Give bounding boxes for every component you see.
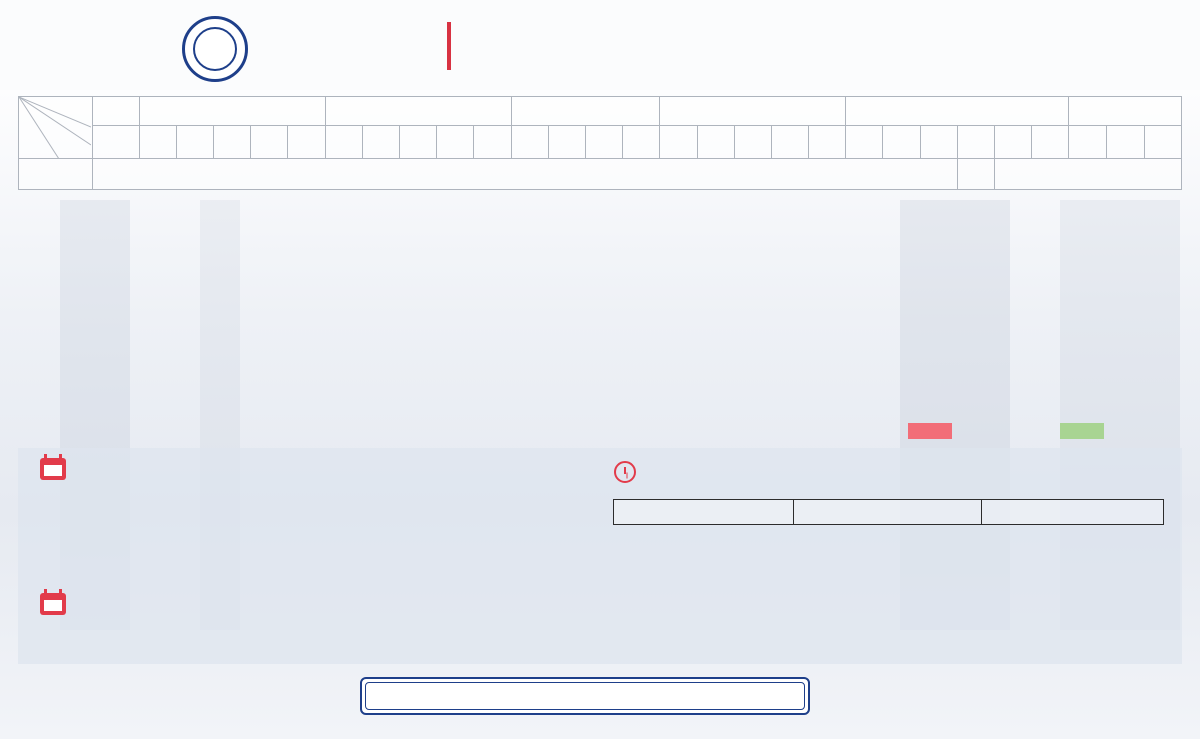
week-number xyxy=(251,126,288,159)
month-header xyxy=(846,97,1069,126)
header-divider xyxy=(447,22,451,70)
week-number xyxy=(734,126,771,159)
legend-holiday-swatch xyxy=(908,423,952,439)
week-number xyxy=(400,126,437,159)
week-spacer xyxy=(1069,126,1106,159)
schedule-header-row xyxy=(614,500,1164,525)
university-seal-logo xyxy=(182,16,248,82)
clock-icon xyxy=(614,461,636,483)
week-number xyxy=(548,126,585,159)
week-number xyxy=(362,126,399,159)
motto-banner xyxy=(360,677,810,715)
week-number xyxy=(93,126,139,159)
calendar-icon xyxy=(40,593,66,615)
progress-row xyxy=(19,159,1182,190)
week-number xyxy=(214,126,251,159)
week-number xyxy=(809,126,846,159)
corner-header-cell xyxy=(19,97,93,159)
week-number xyxy=(1032,126,1069,159)
morning-header xyxy=(614,500,794,525)
week-spacer xyxy=(846,126,883,159)
week-number xyxy=(474,126,511,159)
week-spacer xyxy=(139,126,176,159)
legend-exam-swatch xyxy=(1060,423,1104,439)
evening-header xyxy=(982,500,1164,525)
week-spacer xyxy=(288,126,325,159)
calendar-icon xyxy=(40,458,66,480)
events-panel xyxy=(18,448,1182,664)
week-number xyxy=(697,126,734,159)
vacation-period xyxy=(994,159,1181,190)
month-header xyxy=(511,97,660,126)
week-number xyxy=(994,126,1031,159)
progress-label xyxy=(19,159,93,190)
week-number xyxy=(437,126,474,159)
week-number xyxy=(771,126,808,159)
week-number xyxy=(1144,126,1181,159)
month-header xyxy=(93,97,139,126)
seal-center xyxy=(193,27,237,71)
class-schedule-table xyxy=(613,499,1164,525)
week-number xyxy=(920,126,957,159)
month-header xyxy=(1069,97,1182,126)
week-number xyxy=(325,126,362,159)
month-row xyxy=(19,97,1182,126)
month-header xyxy=(139,97,325,126)
teaching-period xyxy=(93,159,957,190)
week-number xyxy=(511,126,548,159)
week-number xyxy=(883,126,920,159)
exam-period xyxy=(957,159,994,190)
afternoon-header xyxy=(794,500,982,525)
calendar-table xyxy=(18,96,1182,190)
week-number xyxy=(1106,126,1144,159)
week-number xyxy=(585,126,622,159)
corner-diagonal-lines xyxy=(19,97,91,159)
month-header xyxy=(325,97,511,126)
week-number-row xyxy=(19,126,1182,159)
week-spacer xyxy=(660,126,697,159)
week-number xyxy=(623,126,660,159)
week-number xyxy=(176,126,213,159)
month-header xyxy=(660,97,846,126)
week-number xyxy=(957,126,994,159)
